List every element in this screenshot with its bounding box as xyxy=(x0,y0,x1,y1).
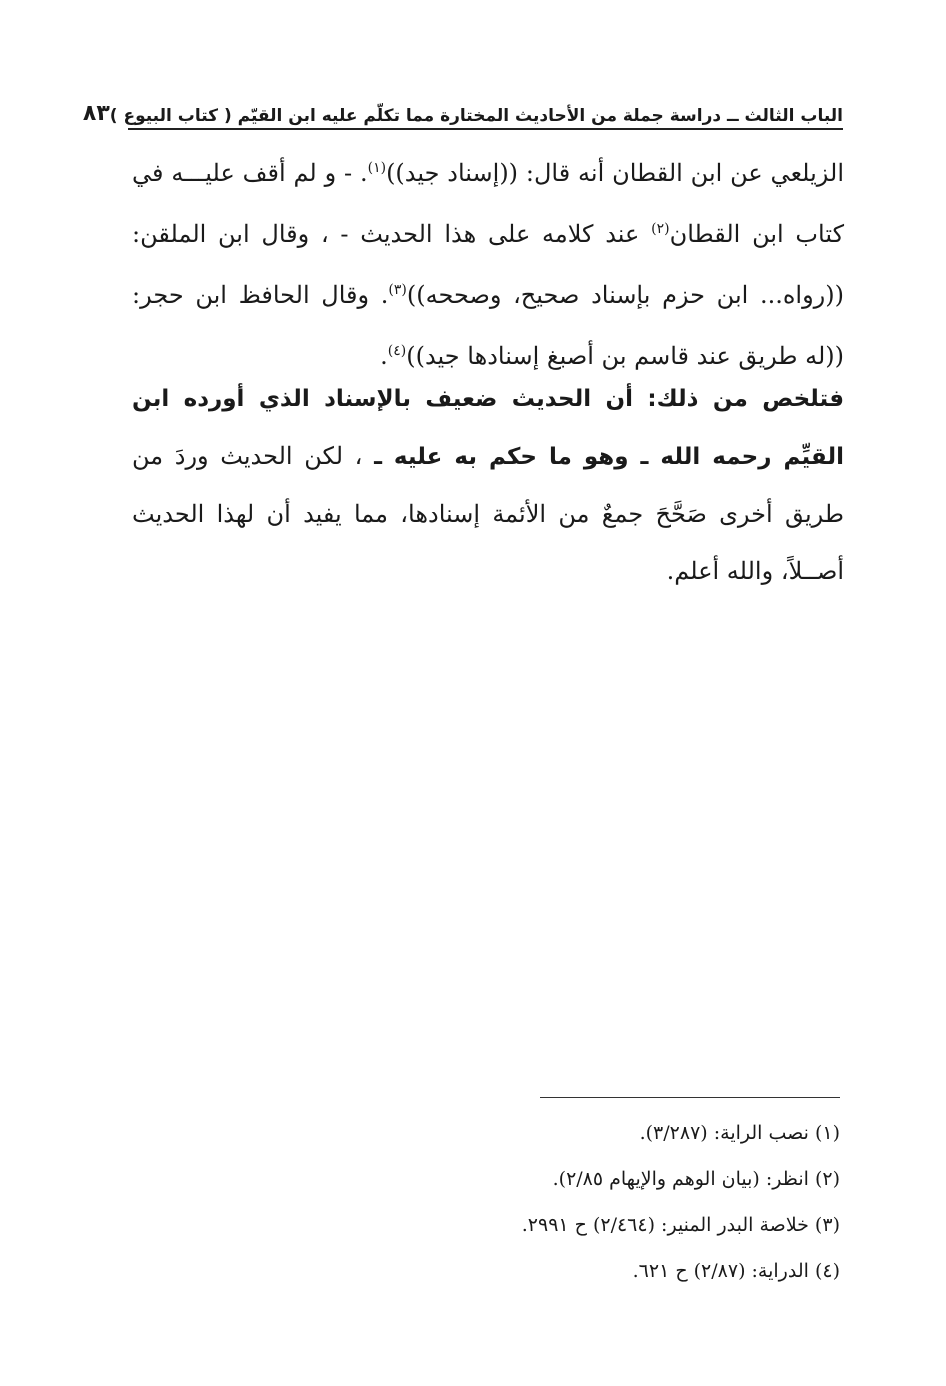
text-segment: عند كلامه على هذا الحديث - ، وقال ابن الملقن: ((رواه... ابن حزم بإسناد صحيح، وصححه)) xyxy=(132,220,844,309)
footnotes-list xyxy=(300,1110,840,1294)
header-divider xyxy=(128,128,843,130)
footnote-divider xyxy=(540,1097,840,1098)
footnote-ref-4: (٤) xyxy=(387,343,407,359)
footnote-2: (٢) انظر: (بيان الوهم والإيهام ٢/٨٥). xyxy=(552,1168,840,1190)
footnote-1: (١) نصب الراية: (٣/٢٨٧). xyxy=(639,1122,840,1144)
footnote-ref-2: (٢) xyxy=(651,221,670,237)
running-header xyxy=(82,92,843,126)
page-number: ٨٣ xyxy=(82,101,110,126)
text-segment: . xyxy=(380,342,388,370)
footnote-4: (٤) الدراية: (٢/٨٧) ح ٦٢١. xyxy=(632,1260,840,1282)
text-segment: . وقال الحافظ ابن حجر: ((له طريق عند قاسم بن أصبغ إسنادها جيد)) xyxy=(132,281,844,370)
text-segment: ، لكن الحديث وردَ من طريق أخرى صَحَّحَ جمعٌ من الأئمة إسنادها، مما يفيد أن لهذا الحديث أصــلاً، والله أعلم. xyxy=(132,442,844,585)
footnote-ref-1: (١) xyxy=(367,160,387,176)
text-segment: . - و لم أقف عليـــه في كتاب ابن القطان xyxy=(132,159,844,248)
chapter-title: الباب الثالث ــ دراسة جملة من الأحاديث المختارة مما تكلّم عليه ابن القيّم ( كتاب البيوع ) xyxy=(109,106,843,126)
footnote-3: (٣) خلاصة البدر المنير: (٢/٤٦٤) ح ٢٩٩١. xyxy=(521,1214,840,1236)
footnote-ref-3: (٣) xyxy=(388,282,407,298)
bold-conclusion: فتلخص من ذلك: أن الحديث ضعيف بالإسناد الذي أورده ابن القيِّم رحمه الله ـ وهو ما حكم به عليه ـ xyxy=(132,386,844,470)
text-segment: الزيلعي عن ابن القطان أنه قال: ((إسناد جيد)) xyxy=(386,159,844,187)
paragraph-conclusion xyxy=(132,370,844,600)
paragraph-citations xyxy=(132,140,844,384)
